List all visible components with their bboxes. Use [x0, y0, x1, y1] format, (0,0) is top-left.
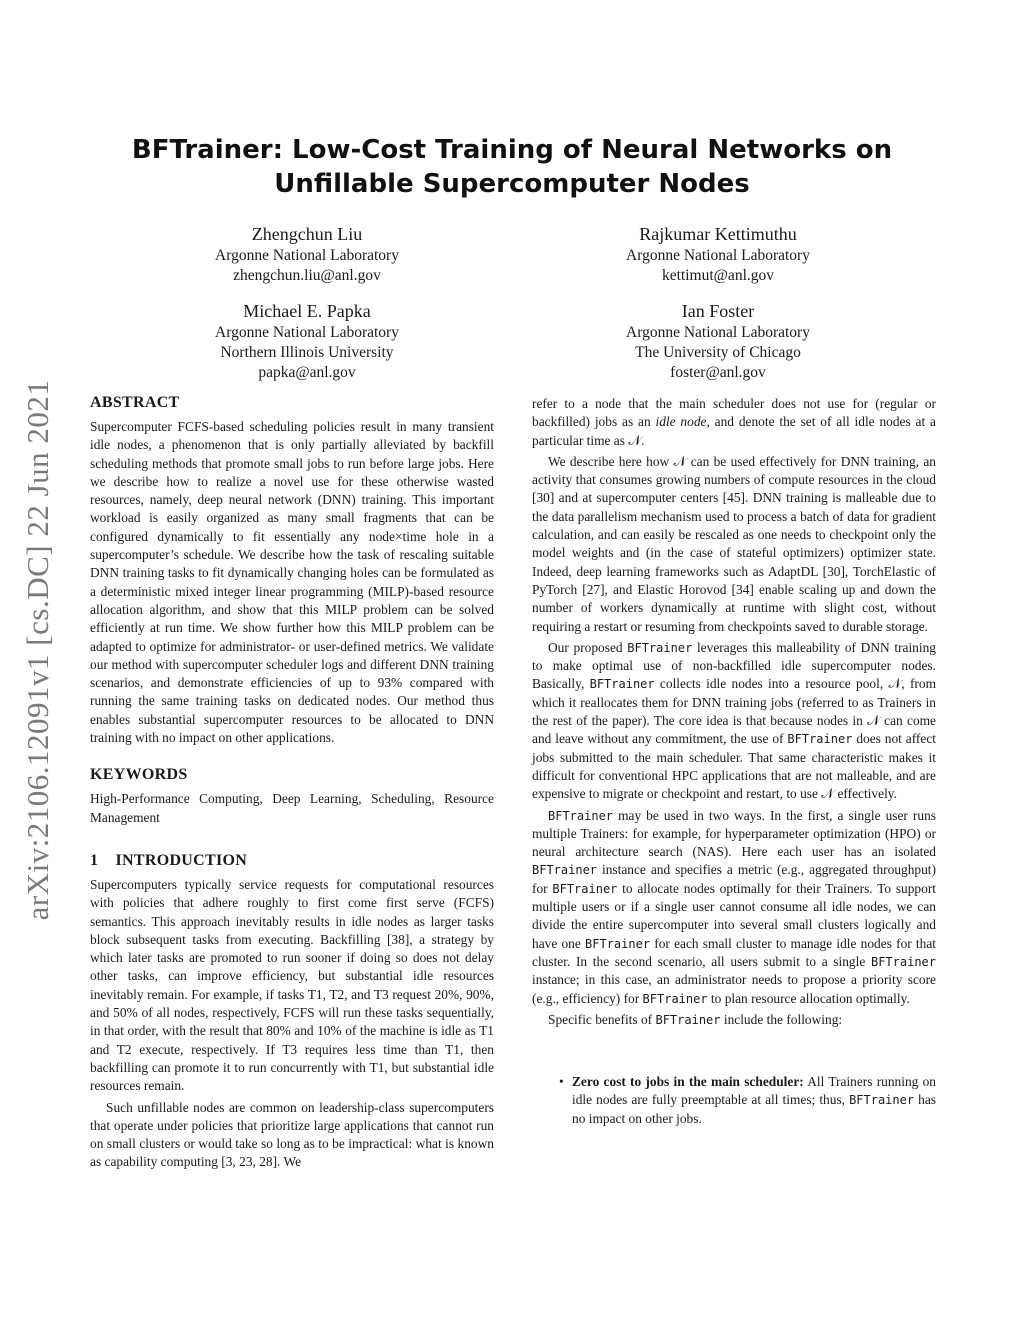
author-affiliation: Argonne National Laboratory	[626, 324, 810, 341]
author-name: Rajkumar Kettimuthu	[639, 224, 797, 244]
author-affiliation: Argonne National Laboratory	[215, 324, 399, 341]
section-heading-introduction: 1 INTRODUCTION	[90, 851, 248, 869]
symbol-n: 𝒩	[628, 432, 642, 448]
code-bftrainer: BFTrainer	[787, 732, 853, 747]
author-email: zhengchun.liu@anl.gov	[233, 267, 381, 284]
bullet-icon: •	[559, 1074, 564, 1090]
arxiv-sidebar	[14, 355, 62, 945]
code-bftrainer: BFTrainer	[655, 1012, 721, 1027]
code-bftrainer: BFTrainer	[532, 863, 598, 878]
author-name: Ian Foster	[681, 301, 755, 321]
body-paragraph: We describe here how 𝒩 can be used effectively for DNN training, an activity that consumes growing numbers of compute resources in the cloud [30] and at supercomputer centers [45]. DNN training is malleable due to the data parallelism mechanism used to process a batch of data for gradient calculation, and can easily be rescaled as one needs to checkpoint only the model weights and (in the case of stateful optimizers) optimizer state. Indeed, deep learning frameworks such as AdaptDL [30], TorchElastic of PyTorch [27], and Elastic Horovod [34] enable scaling up and down the number of workers dynamically at runtime with slight cost, without requiring a restart or resuming from checkpoints saved to durable storage.	[532, 453, 936, 634]
code-bftrainer: BFTrainer	[589, 677, 655, 692]
paper-title: BFTrainer: Low-Cost Training of Neural Networks on Unfillable Supercomputer Nodes	[131, 135, 893, 199]
right-column	[532, 395, 936, 1128]
author-affiliation: Northern Illinois University	[220, 344, 394, 361]
symbol-n: 𝒩	[867, 713, 880, 729]
body-paragraph: Specific benefits of BFTrainer include the following:	[548, 1011, 843, 1027]
list-item: • Zero cost to jobs in the main scheduler: All Trainers running on idle nodes are fully preemptable at all times; thus, BFTrainer has no impact on other jobs.	[559, 1074, 936, 1126]
intro-paragraph: Supercomputers typically service requests for computational resources with policies that adhere roughly to first come first serve (FCFS) semantics. This approach inevitably results in idle nodes as larger tasks block subsequent tasks from executing. Backfilling [38], a strategy by which later tasks are promoted to run sooner if doing so does not delay other tasks, can improve efficiency, but substantial idle resources inevitably remain. For example, if tasks T1, T2, and T3 request 20%, 90%, and 50% of all nodes, respectively, FCFS will run these tasks sequentially, in that order, with the result that 80% and 10% of the machine is idle as T1 and T2 execute, respectively. If T3 requires less time than T1, then backfilling can promote it to run concurrently with T1, but substantial idle resources remain.	[90, 876, 494, 1094]
author-name: Michael E. Papka	[243, 301, 371, 321]
author-email: foster@anl.gov	[670, 364, 766, 381]
code-bftrainer: BFTrainer	[870, 954, 936, 969]
code-bftrainer: BFTrainer	[642, 991, 708, 1006]
symbol-n: 𝒩	[821, 786, 835, 802]
bullet-title: Zero cost to jobs in the main scheduler:	[572, 1074, 804, 1090]
author-affiliation: Argonne National Laboratory	[215, 247, 399, 264]
symbol-n: 𝒩	[673, 453, 687, 469]
author-affiliation: Argonne National Laboratory	[626, 247, 810, 264]
abstract-heading: ABSTRACT	[90, 394, 180, 411]
keywords-text: High-Performance Computing, Deep Learning, Scheduling, Resource Management	[90, 791, 494, 825]
code-bftrainer: BFTrainer	[627, 640, 693, 655]
author-block	[142, 222, 472, 286]
author-email: kettimut@anl.gov	[662, 267, 774, 284]
code-bftrainer: BFTrainer	[548, 808, 614, 823]
code-bftrainer: BFTrainer	[849, 1093, 915, 1108]
author-block	[553, 222, 883, 286]
symbol-n: 𝒩	[888, 676, 902, 692]
code-bftrainer: BFTrainer	[552, 881, 618, 896]
term-idle-node: idle node	[655, 414, 707, 430]
body-paragraph: Our proposed BFTrainer leverages this malleability of DNN training to make optimal use of non-backfilled idle supercomputer nodes. Basically, BFTrainer collects idle nodes into a resource pool, 𝒩, from which it reallocates them for DNN training jobs (referred to as Trainers in the rest of the paper). The core idea is that because nodes in 𝒩 can come and leave without any commitment, the use of BFTrainer does not affect jobs submitted to the main scheduler. That same characteristic makes it difficult for conventional HPC applications that are not malleable, and are expensive to migrate or checkpoint and restart, to use 𝒩 effectively.	[532, 639, 937, 802]
body-paragraph: BFTrainer may be used in two ways. In the first, a single user runs multiple Trainers: for example, for hyperparameter optimization (HPO) or neural architecture search (NAS). Here each user has an isolated BFTrainer instance and specifies a metric (e.g., aggregated throughput) for BFTrainer to allocate nodes optimally for their Trainers. To support multiple users or if a single user cannot consume all idle nodes, we can divide the entire supercomputer into several small clusters logically and have one BFTrainer for each small cluster to manage idle nodes for that cluster. In the second scenario, all users submit to a single BFTrainer instance; in this case, an administrator needs to propose a priority score (e.g., efficiency) for BFTrainer to plan resource allocation optimally.	[532, 807, 937, 1006]
author-affiliation: The University of Chicago	[635, 344, 801, 361]
body-paragraph: refer to a node that the main scheduler does not use for (regular or backfilled) jobs as an idle node, and denote the set of all idle nodes at a particular time as 𝒩.	[532, 396, 936, 448]
author-name: Zhengchun Liu	[251, 224, 363, 244]
code-bftrainer: BFTrainer	[585, 936, 651, 951]
abstract-text: Supercomputer FCFS-based scheduling policies result in many transient idle nodes, a phenomenon that is only partially alleviated by backfill scheduling methods that promote small jobs to run before large jobs. Here we describe how to realize a novel use for these otherwise wasted resources, namely, deep neural network (DNN) training. This important workload is easily organized as many small fragments that can be configured dynamically to fit essentially any node×time hole in a supercomputer’s schedule. We describe how the task of rescaling suitable DNN training tasks to fit dynamically changing holes can be formulated as a deterministic mixed integer linear programming (MILP)-based resource allocation algorithm, and show that this MILP problem can be solved efficiently at run time. We show further how this MILP problem can be adapted to optimize for administrator- or user-defined metrics. We validate our method with supercomputer scheduler logs and different DNN training scenarios, and demonstrate efficiencies of up to 93% compared with running the same training tasks on dedicated nodes. Our method thus enables substantial supercomputer resources to be allocated to DNN training with no impact on other applications.	[90, 419, 494, 746]
intro-paragraph: Such unfillable nodes are common on leadership-class supercomputers that operate under policies that prioritize large applications that cannot run on small clusters or would take so long as to be impractical: what is known as capability computing [3, 23, 28]. We	[90, 1099, 494, 1170]
arxiv-identifier: arXiv:2106.12091v1 [cs.DC] 22 Jun 2021	[20, 379, 55, 921]
author-email: papka@anl.gov	[258, 364, 356, 381]
left-column	[90, 393, 494, 1172]
keywords-heading: KEYWORDS	[90, 766, 188, 784]
author-block	[142, 299, 472, 383]
author-block	[553, 299, 883, 383]
